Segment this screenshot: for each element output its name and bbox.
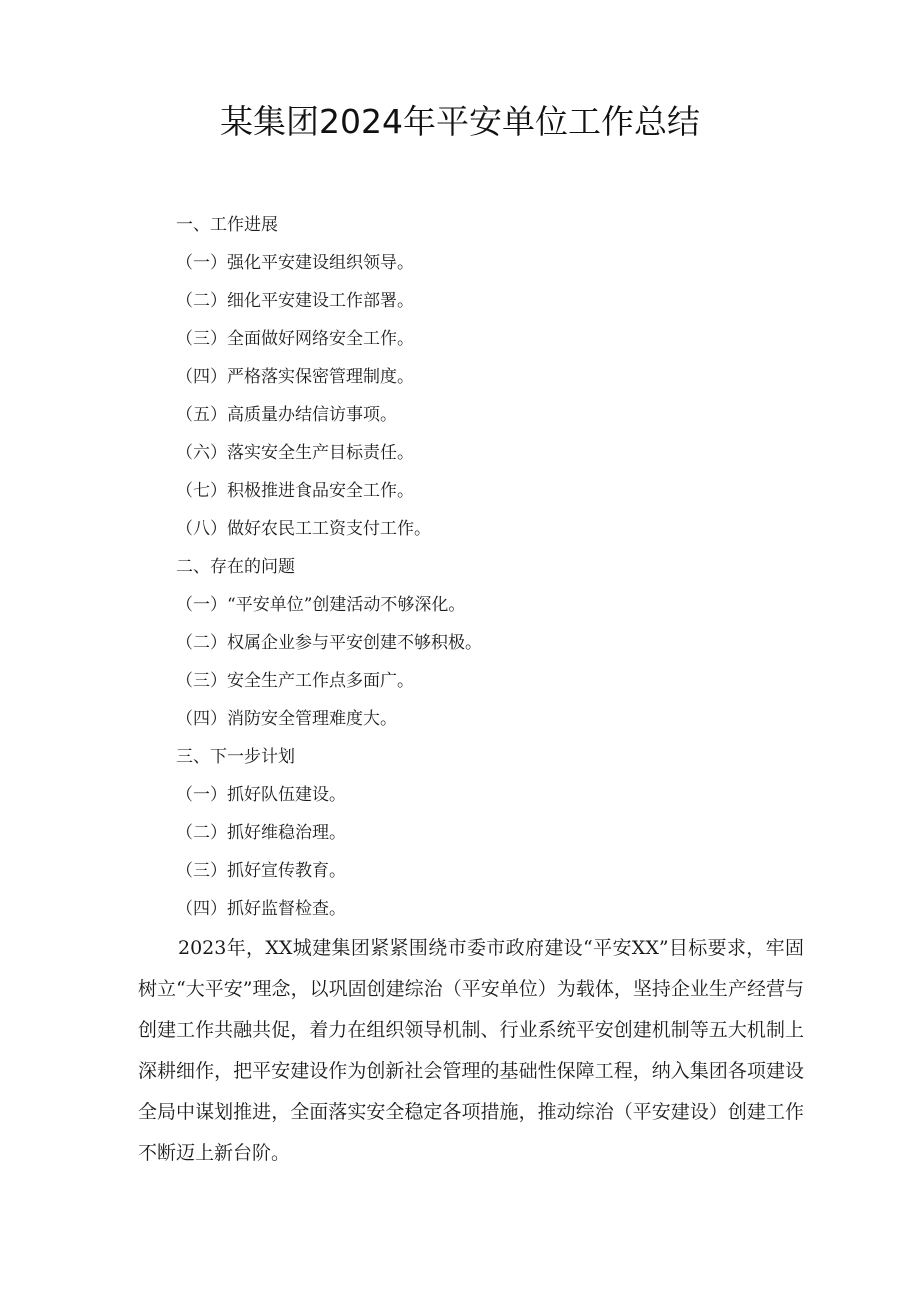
document-title: 某集团2024年平安单位工作总结 <box>220 102 700 141</box>
outline-item: （四）消防安全管理难度大。 <box>176 709 397 729</box>
outline-list <box>176 211 816 933</box>
outline-item: （一）“平安单位”创建活动不够深化。 <box>176 595 466 615</box>
outline-item: （三）抓好宣传教育。 <box>176 861 346 881</box>
outline-item: （四）严格落实保密管理制度。 <box>176 367 414 387</box>
outline-item: （二）权属企业参与平安创建不够积极。 <box>176 633 482 653</box>
outline-item: （一）强化平安建设组织领导。 <box>176 253 414 273</box>
outline-item: （八）做好农民工工资支付工作。 <box>176 519 431 539</box>
outline-item: （四）抓好监督检查。 <box>176 899 346 919</box>
outline-item: （三）全面做好网络安全工作。 <box>176 329 414 349</box>
outline-item: 二、存在的问题 <box>176 557 295 577</box>
outline-item: （五）高质量办结信访事项。 <box>176 405 397 425</box>
outline-item: （二）细化平安建设工作部署。 <box>176 291 414 311</box>
body-paragraph: 2023年，XX城建集团紧紧围绕市委市政府建设“平安XX”目标要求，牢固树立“大平安”理念，以巩固创建综治（平安单位）为载体，坚持企业生产经营与创建工作共融共促，着力在组织领导机制、行业系统平安创建机制等五大机制上深耕细作，把平安建设作为创新社会管理的基础性保障工程，纳入集团各项建设全局中谋划推进，全面落实安全稳定各项措施，推动综治（平安建设）创建工作不断迈上新台阶。 <box>138 937 804 1164</box>
outline-item: （六）落实安全生产目标责任。 <box>176 443 414 463</box>
outline-item: （三）安全生产工作点多面广。 <box>176 671 414 691</box>
outline-item: （一）抓好队伍建设。 <box>176 785 346 805</box>
outline-item: 三、下一步计划 <box>176 747 295 767</box>
outline-item: （七）积极推进食品安全工作。 <box>176 481 414 501</box>
outline-item: （二）抓好维稳治理。 <box>176 823 346 843</box>
outline-item: 一、工作进展 <box>176 215 278 235</box>
